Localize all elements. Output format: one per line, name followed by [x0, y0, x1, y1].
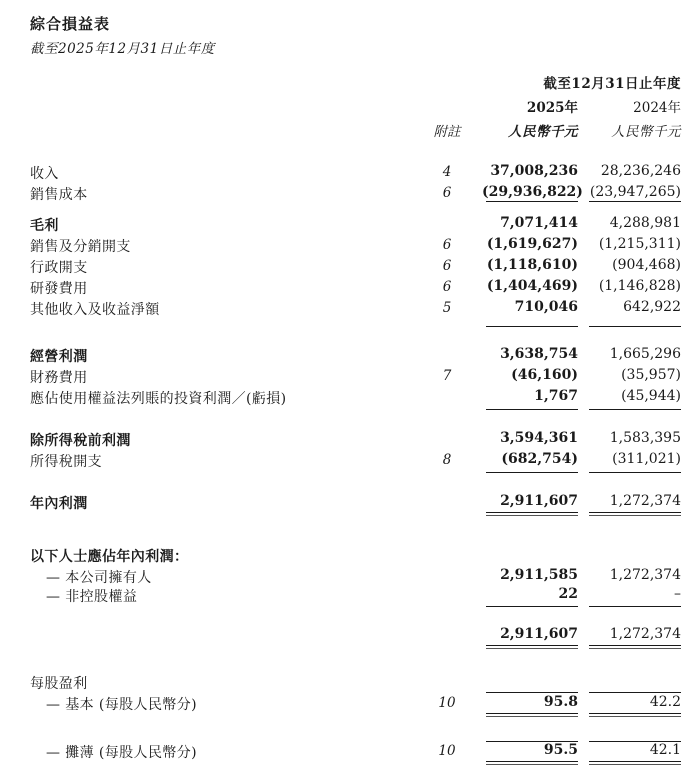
total-double-rule [589, 645, 681, 649]
row-value-2025: (1,404,469) [486, 278, 578, 294]
row-value-2024: 1,665,296 [609, 346, 681, 362]
row-value-2024: (35,957) [621, 367, 681, 383]
row-note: 10 [438, 695, 456, 711]
table-row [0, 742, 690, 763]
row-value-2025: 2,911,607 [500, 493, 578, 509]
row-value-2025: (1,118,610) [486, 257, 578, 273]
total-double-rule [589, 761, 681, 765]
table-row [0, 257, 690, 278]
row-label: 所得稅開支 [30, 454, 102, 470]
table-row [0, 388, 690, 409]
page-subtitle: 截至2025年12月31日止年度 [30, 41, 215, 57]
row-value-2024: 28,236,246 [600, 163, 681, 179]
row-value-2024: 1,272,374 [609, 493, 681, 509]
table-row [0, 493, 690, 514]
row-value-2025: 710,046 [514, 299, 578, 315]
row-value-2024: (1,146,828) [598, 278, 681, 294]
row-label: 毛利 [30, 218, 59, 234]
row-value-2024: (1,215,311) [598, 236, 681, 252]
total-double-rule [589, 512, 681, 516]
row-value-2024: 4,288,981 [609, 215, 681, 231]
row-label: — 非控股權益 [46, 589, 138, 605]
row-value-2024: 42.2 [649, 694, 681, 710]
row-value-2024: 1,272,374 [609, 567, 681, 583]
column-header-unit-2025: 人民幣千元 [508, 124, 578, 140]
table-row [0, 546, 690, 567]
row-value-2025: (29,936,822) [482, 184, 583, 200]
table-row [0, 184, 690, 205]
total-double-rule [486, 761, 578, 765]
row-label: 銷售成本 [30, 187, 88, 203]
row-value-2025: 95.5 [543, 742, 578, 758]
row-label: 行政開支 [30, 260, 88, 276]
table-row [0, 626, 690, 647]
row-label: — 基本 (每股人民幣分) [46, 697, 198, 713]
row-value-2025: 2,911,607 [500, 626, 578, 642]
table-row [0, 586, 690, 607]
column-header-year-2025: 2025年 [526, 100, 578, 116]
total-double-rule [589, 713, 681, 717]
table-row [0, 215, 690, 236]
row-value-2025: (682,754) [501, 451, 578, 467]
subtotal-rule [486, 409, 578, 410]
subtotal-rule [589, 606, 681, 607]
subtotal-rule [486, 472, 578, 473]
row-label: 其他收入及收益淨額 [30, 302, 160, 318]
subtotal-rule [589, 472, 681, 473]
row-value-2025: 3,638,754 [500, 346, 578, 362]
table-row [0, 430, 690, 451]
column-header-year-2024: 2024年 [633, 100, 681, 116]
row-value-2025: 22 [558, 586, 578, 602]
total-double-rule [486, 645, 578, 649]
row-value-2024: 1,583,395 [609, 430, 681, 446]
row-label: 年內利潤 [30, 496, 88, 512]
column-header-note: 附註 [433, 124, 461, 140]
row-value-2025: 95.8 [543, 694, 578, 710]
row-note: 4 [442, 164, 452, 180]
row-label: 應佔使用權益法列賬的投資利潤／(虧損) [30, 391, 287, 407]
subtotal-rule [486, 606, 578, 607]
table-row [0, 236, 690, 257]
row-label: 財務費用 [30, 370, 88, 386]
table-row [0, 346, 690, 367]
total-double-rule [486, 512, 578, 516]
table-row [0, 694, 690, 715]
table-row [0, 278, 690, 299]
row-label: 研發費用 [30, 281, 88, 297]
eps-top-rule [486, 692, 578, 693]
row-note: 6 [442, 185, 452, 201]
eps-top-rule [589, 692, 681, 693]
row-note: 6 [442, 258, 452, 274]
row-note: 7 [442, 368, 452, 384]
table-row [0, 367, 690, 388]
row-note: 6 [442, 279, 452, 295]
row-value-2024: (904,468) [612, 257, 681, 273]
row-label: 以下人士應佔年內利潤： [30, 549, 189, 565]
row-note: 5 [442, 300, 452, 316]
row-value-2024: (23,947,265) [589, 184, 681, 200]
table-row [0, 673, 690, 694]
row-value-2025: 1,767 [534, 388, 578, 404]
row-value-2025: (46,160) [511, 367, 578, 383]
total-double-rule [486, 713, 578, 717]
row-value-2024: (311,021) [612, 451, 681, 467]
row-value-2025: 3,594,361 [500, 430, 578, 446]
subtotal-rule [589, 326, 681, 327]
row-value-2025: 37,008,236 [490, 163, 578, 179]
subtotal-rule [486, 201, 578, 202]
row-label: 銷售及分銷開支 [30, 239, 131, 255]
row-label: — 本公司擁有人 [46, 570, 152, 586]
row-note: 6 [442, 237, 452, 253]
row-value-2024: – [674, 586, 681, 602]
subtotal-rule [589, 201, 681, 202]
row-value-2025: (1,619,627) [486, 236, 578, 252]
subtotal-rule [486, 326, 578, 327]
table-row [0, 567, 690, 588]
row-value-2024: (45,944) [621, 388, 681, 404]
page-title: 綜合損益表 [30, 15, 111, 33]
row-note: 8 [442, 452, 452, 468]
row-label: 每股盈利 [30, 676, 88, 692]
row-label: — 攤薄 (每股人民幣分) [46, 745, 198, 761]
row-value-2024: 1,272,374 [609, 626, 681, 642]
row-note: 10 [438, 743, 456, 759]
table-row [0, 451, 690, 472]
column-header-period: 截至12月31日止年度 [543, 76, 681, 92]
table-row [0, 299, 690, 320]
row-value-2024: 42.1 [649, 742, 681, 758]
row-label: 經營利潤 [30, 349, 88, 365]
column-header-unit-2024: 人民幣千元 [611, 124, 681, 140]
row-label: 除所得稅前利潤 [30, 433, 131, 449]
row-value-2024: 642,922 [623, 299, 681, 315]
subtotal-rule [589, 409, 681, 410]
row-label: 收入 [30, 166, 59, 182]
table-row [0, 163, 690, 184]
row-value-2025: 7,071,414 [500, 215, 578, 231]
row-value-2025: 2,911,585 [500, 567, 578, 583]
